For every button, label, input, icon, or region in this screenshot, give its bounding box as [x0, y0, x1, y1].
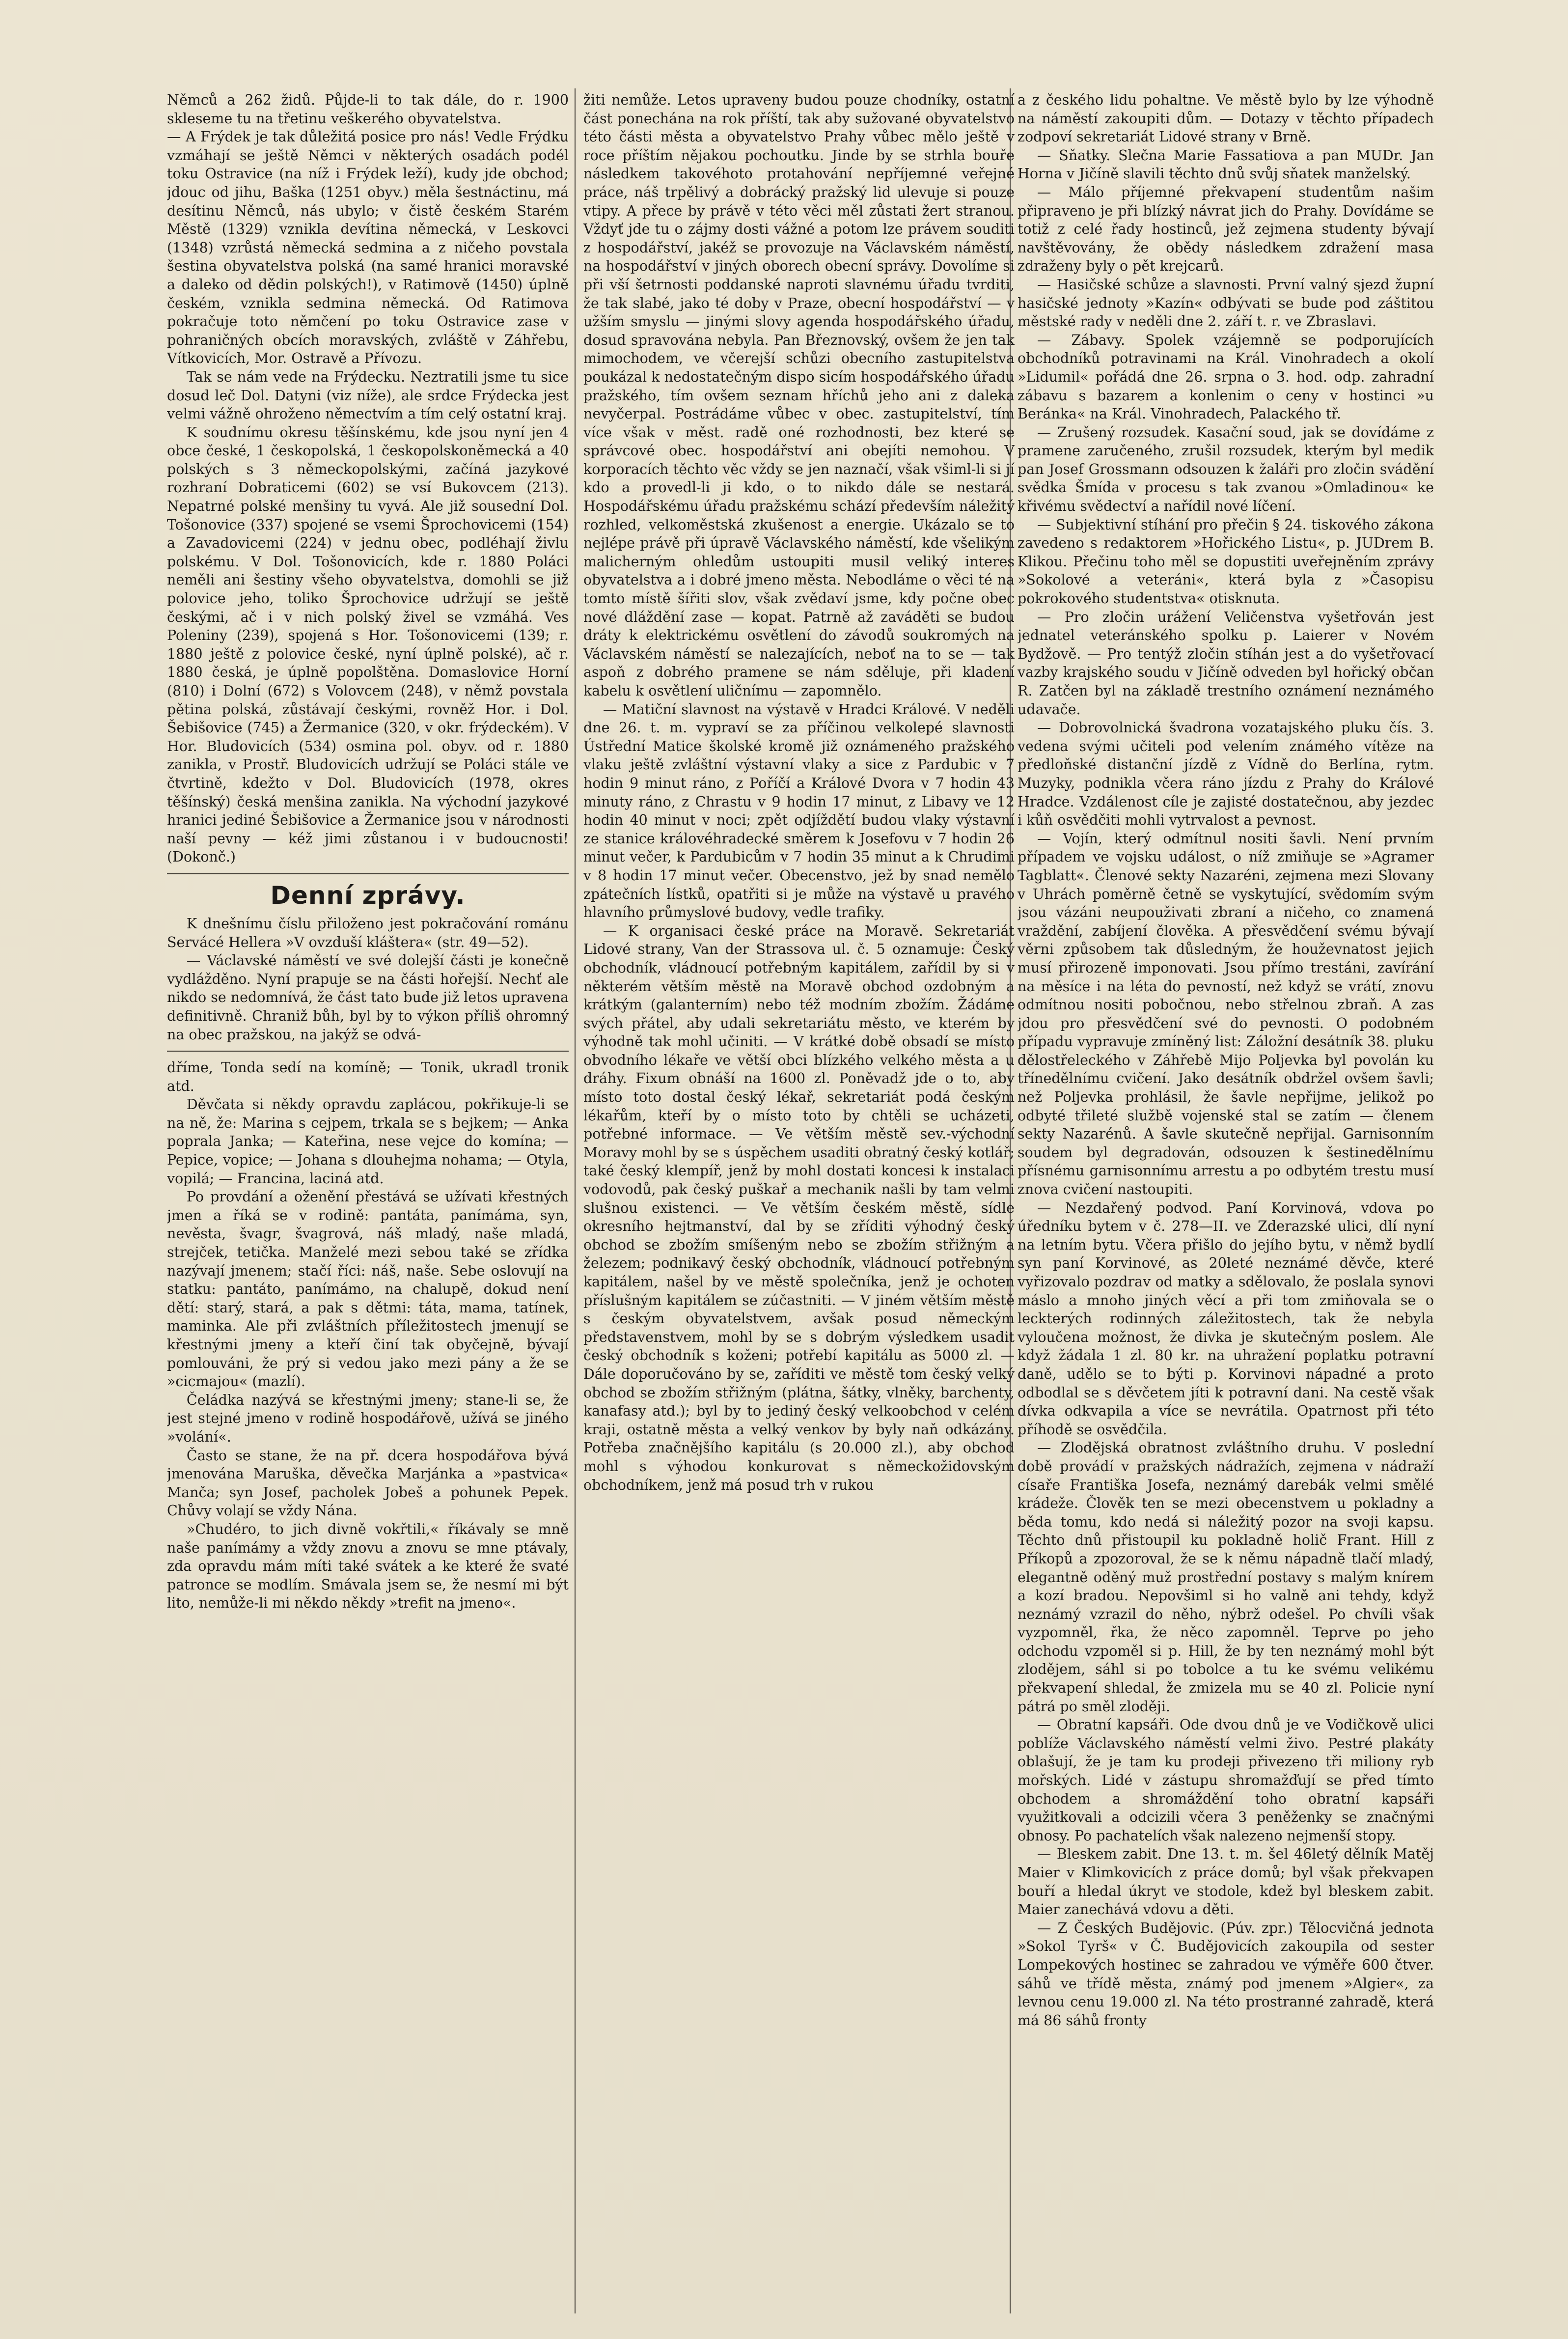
paragraph: žiti nemůže. Letos upraveny budou pouze chodníky, ostatní část ponechána na rok příští, tak aby sužované obyvatelstvo této části města a obyvatelstvo Prahy vůbec mělo ještě v roce příštím nějakou pochoutku. Jinde by se strhla bouře následkem takovéhoto protahování nepříjemné veřejné práce, náš trpělivý a dobrácký pražský lid ulevuje si pouze vtipy. A přece by právě v této věci měl zůstati žert stranou. Vždyť jde tu o zájmy dosti vážné a potom lze právem souditi z hospodářství, jakéž se provozuje na Václavském náměstí, na hospodářství v jiných oborech obecní správy. Dovolíme si při vší šetrnosti poddanské naproti slavnému úřadu tvrditi, že tak slabé, jako té doby v Praze, obecní hospodářství — v užším smyslu — jinými slovy agenda hospodářského úřadu, dosud spravována nebyla. Pan Březnovský, ovšem že jen tak mimochodem, ve včerejší schůzi obecního zastupitelstva poukázal k nedostatečným dispo sicím hospodářského úřadu pražského, tím ovšem seznam hříchů jeho ani z daleka nevyčerpal. Postrádáme vůbec v obec. zastupitelství, tím více však v měst. radě oné rozhodnosti, bez které se správcové obec. hospodářství ani obejíti nemohou. V korporacích těchto věc vždy se jen naznačí, však všiml-li si jí kdo a provedl-li ji kdo, o to nikdo dále se nestará. Hospodářskému úřadu pražskému schází především náležitý rozhled, velkoměstská zkušenost a energie. Ukázalo se to nejlépe právě při úpravě Václavského náměstí, kde všelikým malicherným ohledům ustoupiti musil veliký interes obyvatelstva a i dobré jmeno města. Nebodláme o věci té na tomto místě šířiti slov, však zvědaví jsme, kdy počne obec nové dláždění zase — kopat. Patrně až zaváděti se budou dráty k elektrickému osvětlení do závodů soukromých na Václavském náměstí se nalezajících, neboť na to se — tak aspoň z dobrého pramene se nám sděluje, při kladení kabelu k osvětlení uličnímu — zapomnělo.: [583, 92, 1015, 699]
paragraph: K dnešnímu číslu přiloženo jest pokračování románu Servácé Hellera »V ovzduší kláštera« (str. 49—52).: [167, 915, 569, 950]
paragraph: — Sňatky. Slečna Marie Fassatiova a pan MUDr. Jan Horna v Jičíně slavili těchto dnů svůj sňatek manželský.: [1018, 147, 1434, 182]
paragraph: a z českého lidu pohaltne. Ve městě bylo by lze výhodně na náměstí zakoupiti dům. — Dotazy v těchto případech zodpoví sekretariát Lidové strany v Brně.: [1018, 92, 1434, 145]
paragraph: — A Frýdek je tak důležitá posice pro nás! Vedle Frýdku vzmáhají se ještě Němci v některých osadách podél toku Ostravice (na níž i Frýdek leží), kudy jde obchod; jdouc od jihu, Baška (1251 obyv.) měla šestnáctinu, má desítinu Němců, nás ubylo; v čistě českém Starém Městě (1329) vznikla devítina německá, v Leskovci (1348) vzrůstá německá sedmina a z ničeho povstala šestina obyvatelstva polská (na samé hranici moravské a daleko od dědin polských!), v Ratimově (1450) úplně českém, vznikla sedmina německá. Od Ratimova pokračuje toto němčení po toku Ostravice zase v pohraničných obcích moravských, zvláště v Záhřebu, Vítkovicích, Mor. Ostravě a Přívozu.: [167, 129, 569, 367]
paragraph: — Zlodějská obratnost zvláštního druhu. V poslední době provádí v pražských nádražích, zejmena v nádraží císaře Františka Josefa, neznámý darebák velmi smělé krádeže. Člověk ten se mezi obecenstvem u pokladny a běda tomu, kdo nedá si náležitý pozor na svoji kapsu. Těchto dnů přistoupil ku pokladně holič Frant. Hill z Příkopů a zpozoroval, že se k němu nápadně tlačí mladý, elegantně oděný muž prostřední postavy s malým knírem a kozí bradou. Nepovšiml si ho valně ani tehdy, když neznámý vzrazil do něho, nýbrž odešel. Po chvíli však vyzpomněl, řka, že něco zapomněl. Teprve po jeho odchodu vzpoměl si p. Hill, že by ten neznámý mohl být zlodějem, sáhl si po tobolce a tu ke svému velikému překvapení shledal, že zmizela mu se 40 zl. Policie nyní pátrá po směl zloději.: [1018, 1440, 1434, 1715]
paragraph: — Obratní kapsáři. Ode dvou dnů je ve Vodičkově ulici poblíže Václavského náměstí velmi živo. Pestré plakáty oblašují, že je tam ku prodeji přivezeno tři miliony ryb mořských. Lidé v zástupu shromažďují se před tímto obchodem a shromáždění toho obratní kapsáři využitkovali a odcizili včera 3 peněženky se značnými obnosy. Po pachatelích však nalezeno nejmenší stopy.: [1018, 1717, 1434, 1844]
section-divider: [167, 873, 569, 874]
paragraph: Děvčata si někdy opravdu zaplácou, pokřikuje-li se na ně, že: Marina s cejpem, trkala se s bejkem; — Anka poprala Janka; — Kateřina, nese vejce do komína; — Pepice, vopice; — Johana s dlouhejma nohama; — Otyla, vopilá; — Francina, laciná atd.: [167, 1096, 569, 1187]
column-1: [167, 91, 569, 2311]
section-divider: [167, 1051, 569, 1052]
paragraph: — Zábavy. Spolek vzájemně se podporujících obchodníků potravinami na Král. Vinohradech a okolí »Lidumil« pořádá dne 26. srpna o 3. hod. odp. zahradní zábavu s bazarem a konlenim o ceny v hostinci »u Beránka« na Král. Vinohradech, Palackého tř.: [1018, 332, 1434, 422]
paragraph: Tak se nám vede na Frýdecku. Neztratili jsme tu sice dosud leč Dol. Datyni (viz níže), ale srdce Frýdecka jest velmi vážně ohroženo němectvím a tím celý ostatní kraj.: [167, 368, 569, 422]
column-divider: [575, 88, 576, 2313]
paragraph: Němců a 262 židů. Půjde-li to tak dále, do r. 1900 skleseme tu na třetinu veškerého obyvatelstva.: [167, 92, 569, 127]
paragraph: »Chudéro, to jich divně vokřtili,« říkávaly se mně naše panímámy a vždy znovu a znovu se mne ptávaly, zda opravdu mám míti také svátek a ke které že svaté patronce se modlím. Smávala jsem se, že nesmí mi být lito, nemůže-li mi někdo někdy »trefit na jmeno«.: [167, 1521, 569, 1612]
section-heading: Denní zprávy.: [270, 881, 466, 910]
paragraph: Čeládka nazývá se křestnými jmeny; stane-li se, že jest stejné jmeno v rodině hospodářově, užívá se jiného »volání«.: [167, 1392, 569, 1445]
paragraph: — Pro zločin urážení Veličenstva vyšetřován jest jednatel veteránského spolku p. Laierer v Novém Bydžově. — Pro tentýž zločin stíhán jest a do vyšetřovací vazby krajského soudu v Jičíně odveden byl hořický občan R. Zatčen byl na základě trestního oznámení neznámého udavače.: [1018, 609, 1434, 718]
paragraph: — Málo příjemné překvapení studentům našim připraveno je při blízký návrat jich do Prahy. Dovídáme se totiž z celé řady hostinců, jež zejmena studenty bývají navštěvovány, že obědy následkem zdražení masa zdraženy byly o pět krejcarů.: [1018, 184, 1434, 275]
paragraph: — K organisaci české práce na Moravě. Sekretariát Lidové strany, Van der Strassova ul. č. 5 oznamuje: Český obchodník, vládnoucí potřebným kapitálem, zařídil by si v některém větším městě na Moravě obchod ozdobným a krátkým (galanterním) nebo též modním zbožím. Žádáme svých přátel, aby udali sekretariátu město, ve kterém by výhodně tak mohl učiniti. — V krátké době obsadí se místo obvodního lékaře ve větší obci blízkého velkého města a u dráhy. Fixum obnáší na 1600 zl. Poněvadž jde o to, aby místo toto dostal český lékař, sekretariát podá českým lékařům, kteří by o místo toto by chtěli se ucházeti, potřebné informace. — Ve větším městě sev.-východní Moravy mohl by se s úspěchem usaditi obratný český kotlář; také český klempíř, jenž by mohl dostati koncesi k instalaci vodovodů, pak český puškař a mechanik našli by tam velmi slušnou existenci. — Ve větším českém městě, sídle okresního hejtmanství, dal by se zříditi výhodný český obchod se zbožím smíšeným nebo se zbožím střižným a železem; podnikavý český obchodník, vládnoucí potřebným kapitálem, našel by ve městě společníka, jenž je ochoten příslušným kapitálem se zúčastniti. — V jiném větším městě s českým obyvatelstvem, avšak posud německým představenstvem, mohl by se s dobrým výsledkem usadit český obchodník s koženi; potřebí kapitálu as 5000 zl. — Dále doporučováno by se, zaříditi ve městě tom český velký obchod se zbožím střižným (plátna, šátky, vlněky, barchenty, kanafasy atd.); byl by to jediný český velkoobchod v celém kraji, ostatně města a velký venkov by byly naň odkázány. Potřeba značnějšího kapitálu (s 20.000 zl.), aby obchod mohl s výhodou konkurovat s německožidovským obchodníkem, jenž má posud trh v rukou: [583, 922, 1015, 1493]
paragraph: — Subjektivní stíhání pro přečin § 24. tiskového zákona zavedeno s redaktorem »Hořického Listu«, p. JUDrem B. Klikou. Přečinu toho měl se dopustiti uveřejněním zprávy »Sokolové a veteráni«, která byla z »Časopisu pokrokového studentstva« otisknuta.: [1018, 516, 1434, 607]
paragraph: — Nezdařený podvod. Paní Korvinová, vdova po úředníku bytem v č. 278—II. ve Zderazské ulici, dlí nyní na letním bytu. Včera přišlo do jejího bytu, v němž bydlí syn paní Korvinové, as 20leté neznámé děvče, které vyřizovalo pozdrav od matky a sdělovalo, že poslala synovi máslo a mnoho jiných věcí a při tom zmiňovala se o leckterých rodinných záležitostech, tak že nebyla vyloučena možnost, že divka je skutečným poslem. Ale když žádala 1 zl. 80 kr. na uhražení poplatku potravní daně, udělo se to býti p. Korvinovi nápadné a proto odbodlal se s děvčetem jíti k potravní dani. Na cestě však dívka odkvapila a více se nevrátila. Opatrnost při této příhodě se osvědčila.: [1018, 1199, 1434, 1438]
paragraph: Po provdání a oženění přestává se užívati křestných jmen a říká se v rodině: pantáta, panímáma, syn, nevěsta, švagr, švagrová, náš mladý, naše mladá, strejček, tetička. Manželé mezi sebou také se zřídka nazývají jmenem; stačí říci: náš, naše. Sebe oslovují na statku: pantáto, panímámo, na chalupě, dokud není dětí: starý, stará, a pak s dětmi: táta, mama, tatínek, maminka. Ale při zvláštních příležitostech jmenují se křestnými jmeny a kteří činí tak obyčejně, bývají pomlouváni, že prý si vedou jako mezi pány a že se »cicmajou« (mazlí).: [167, 1189, 569, 1390]
paragraph: K soudnímu okresu těšínskému, kde jsou nyní jen 4 obce české, 1 českopolská, 1 českopolskoněmecká a 40 polských s 3 německopolskými, začíná jazykové rozhraní Dobraticemi (602) se vsí Bukovcem (213). Nepatrné polské menšiny tu vyvá. Ale již sousední Dol. Tošonovice (337) spojené se vsemi Šprochovicemi (154) a Zavadovicemi (224) v jednu obec, podléhají živlu polskému. V Dol. Tošonovicích, kde r. 1880 Poláci neměli ani šestiny všeho obyvatelstva, domohli se již polovice jeho, toliko Šprochovice udržují se ještě českými, ač i v nich polský živel se vzmáhá. Ves Poleniny (239), spojená s Hor. Tošonovicemi (139; r. 1880 ještě z polovice české, nyní úplně polské), ač r. 1880 česká, je úplně popolštěna. Domaslovice Horní (810) i Dolní (672) s Volovcem (248), v němž povstala pětina polská, zůstávají českými, rovněž Hor. i Dol. Šebišovice (745) a Žermanice (320, v okr. frýdeckém). V Hor. Bludovicích (534) osmina pol. obyv. od r. 1880 zanikla, v Prostř. Bludovicích udržují se Poláci stále ve čtvrtině, kdežto v Dol. Bludovicích (1978, okres těšínský) česká menšina zanikla. Na východní jazykové hranici jediné Šebišovice a Žermanice jsou v národnosti naší pevny — kéž jimi zůstanou i v budoucnosti! (Dokonč.): [167, 424, 569, 865]
paragraph: — Z Českých Budějovic. (Púv. zpr.) Tělocvičná jednota »Sokol Tyrš« v Č. Budějovicích zakoupila od sester Lompekových hostinec se zahradou ve výměře 600 čtver. sáhů ve třídě města, známý pod jmenem »Algier«, za levnou cenu 19.000 zl. Na této prostranné zahradě, která má 86 sáhů fronty: [1018, 1920, 1434, 2029]
paragraph: — Hasičské schůze a slavnosti. První valný sjezd župní hasičské jednoty »Kazín« odbývati se bude pod záštitou městské rady v neděli dne 2. září t. r. ve Zbraslavi.: [1018, 276, 1434, 330]
column-3: [1018, 91, 1434, 2311]
paragraph: — Dobrovolnická švadrona vozatajského pluku čís. 3. vedena svými učiteli pod velením známého vítěze na předloňské distanční jízdě z Vídně do Berlína, rytm. Muzyky, podnikla včera ráno jízdu z Prahy do Králové Hradce. Vzdálenost cíle je zajisté dostatečnou, aby jezdec i kůň osvědčiti mohli vytrvalost a pevnost.: [1018, 720, 1434, 829]
paragraph: dříme, Tonda sedí na komíně; — Tonik, ukradl tronik atd.: [167, 1059, 569, 1094]
paragraph: — Zrušený rozsudek. Kasační soud, jak se dovídáme z pramene zaručeného, zrušil rozsudek, kterým byl medik pan Josef Grossmann odsouzen k žaláři pro zločin svádění svědka Šmída v procesu s tak zvanou »Omladinou« ke křivému svědectví a nařídil nové líčení.: [1018, 424, 1434, 515]
paragraph: — Bleskem zabit. Dne 13. t. m. šel 46letý dělník Matěj Maier v Klimkovicích z práce domů; byl však překvapen bouří a hledal úkryt ve stodole, kdež byl bleskem zabit. Maier zanechává vdovu a děti.: [1018, 1846, 1434, 1918]
paragraph: — Matiční slavnost na výstavě v Hradci Králové. V neděli dne 26. t. m. vypraví se za příčinou velkolepé slavnosti Ústřední Matice školské kromě již oznámeného pražského vlaku ještě zvláštní výstavní vlaky a sice z Pardubic v 7 hodin 9 minut ráno, z Poříčí a Králové Dvora v 7 hodin 43 minuty ráno, z Chrastu v 9 hodin 17 minut, z Libavy ve 12 hodin 40 minut v noci; zpět odjíždětí budou vlaky výstavní ze stanice královéhradecké směrem k Josefovu v 7 hodin 26 minut večer, k Pardubicům v 7 hodin 35 minut a k Chrudimi v 8 hodin 17 minut večer. Obecenstvo, jež by snad nemělo zpátečních lístků, opatřiti si je může na výstavě u pravého hlavního průmyslové budovy, vedle trafiky.: [583, 701, 1015, 921]
paragraph: Často se stane, že na př. dcera hospodářova bývá jmenována Maruška, děvečka Marjánka a »pastvica« Manča; syn Josef, pacholek Jobeš a pohunek Pepek. Chůvy volají se vždy Nána.: [167, 1447, 569, 1519]
paragraph: — Václavské náměstí ve své dolejší části je konečně vydlážděno. Nyní prapuje se na části hořejší. Nechť ale nikdo se nedomnívá, že část tato bude již letos upravena definitivně. Chraniž bůh, byl by to výkon příliš ohromný na obec pražskou, na jakýž se odvá-: [167, 952, 569, 1043]
paragraph: — Vojín, který odmítnul nositi šavli. Není prvním případem ve vojsku událost, o níž zmiňuje se »Agramer Tagblatt«. Členové sekty Nazaréni, zejmena mezi Slovany v Uhrách poměrně četně se vyskytující, svědomím svým jsou vázáni neupouživati zbraní a ničeho, co znamená vraždění, zabíjení člověka. A přesvědčení svému bývají věrni způsobem tak důsledným, že houževnatost jejich musí přirozeně imponovati. Jsou přímo trestáni, zavírání na měsíce i na léta do pevností, než když se vrátí, znovu odmítnou nositi pobočnou, nebo střelnou zbraň. A zas jdou pro přesvědčení své do pevnosti. O podobném případu vypravuje zmíněný list: Záložní desátník 38. pluku dělostřeleckého v Záhřebě Mijo Poljevka byl povolán ku třínedělnímu cvičení. Jako desátník obdržel ovšem šavli; než Poljevka prohlásil, že šavle nepřijme, jelikož po odbyté třileté službě vojenské stal se zatím — členem sekty Nazarénů. A šavle skutečně nepřijal. Garnisonním soudem byl degradován, odsouzen k šestinedělnímu přísnému garnisonnímu arrestu a po odbytém trestu musí znova cvičení nastoupiti.: [1018, 830, 1434, 1198]
column-2: [583, 91, 1015, 2311]
